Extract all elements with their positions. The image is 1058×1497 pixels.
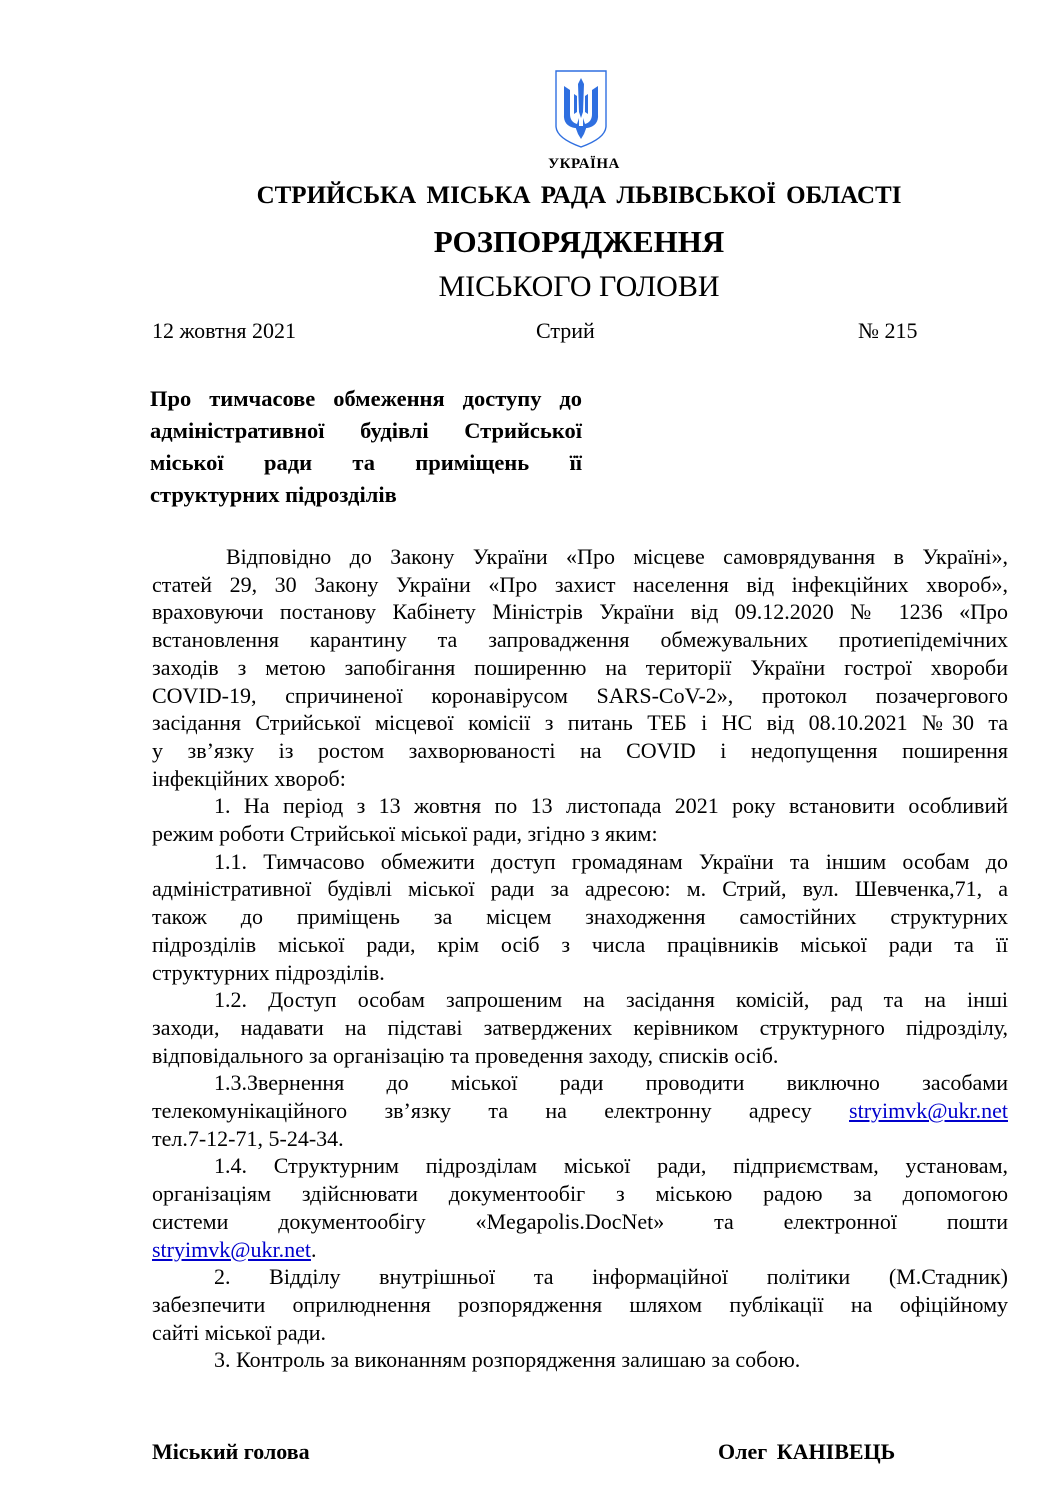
document-subtype: МІСЬКОГО ГОЛОВИ	[438, 270, 720, 303]
text-line: режим роботи Стрийської міської ради, згідно з яким:	[152, 821, 658, 847]
signatory-name: Олег КАНІВЕЦЬ	[718, 1439, 896, 1464]
text-line: відповідального за організацію та проведення заходу, списків осіб.	[152, 1042, 779, 1068]
document-date: 12 жовтня 2021	[152, 318, 296, 343]
text-line: забезпечити оприлюднення розпорядження шляхом публікації на офіційному	[152, 1291, 1008, 1317]
preamble-paragraph	[152, 543, 1008, 792]
text-line: засідання Стрийської місцевої комісії з питань ТЕБ і НС від 08.10.2021 №30 та	[152, 710, 1008, 736]
text-line: 2. Відділу внутрішньої та інформаційної політики (М.Стадник)	[214, 1264, 1008, 1290]
text-line: інфекційних хвороб:	[152, 765, 346, 791]
text-line	[152, 1236, 1008, 1264]
text-line: 3. Контроль за виконанням розпорядження залишаю за собою.	[214, 1347, 801, 1373]
phone-numbers: тел.7-12-71, 5-24-34.	[152, 1125, 344, 1151]
item-1-3-paragraph	[152, 1069, 1008, 1152]
text-line: 1.1. Тимчасово обмежити доступ громадянам України та іншим особам до	[214, 848, 1008, 874]
document-city: Стрий	[536, 318, 595, 343]
text-fragment: телекомунікаційного зв’язку та на електронну адресу	[152, 1098, 850, 1124]
text-line: Відповідно до Закону України «Про місцеве самоврядування в Україні»,	[226, 544, 1008, 569]
item-1-4-paragraph	[152, 1152, 1008, 1263]
text-line: 1.3.Звернення до міської ради проводити виключно засобами	[214, 1070, 1008, 1096]
text-line	[152, 1097, 1008, 1125]
council-name: СТРИЙСЬКА МІСЬКА РАДА ЛЬВІВСЬКОЇ ОБЛАСТІ	[256, 182, 902, 209]
text-line: також до приміщень за місцем знаходження самостійних структурних	[152, 904, 1008, 930]
subject-line: міської ради та приміщень її	[150, 450, 582, 475]
text-line: заходи, надавати на підставі затверджених керівником структурного підрозділу,	[152, 1014, 1008, 1040]
item-1-paragraph	[152, 792, 1008, 847]
email-link[interactable]: stryimvk@ukr.net	[849, 1098, 1008, 1124]
item-2-paragraph	[152, 1263, 1008, 1346]
text-line: системи документообігу «Megapolis.DocNet» та електронної пошти	[152, 1208, 1008, 1234]
text-fragment: .	[310, 1236, 317, 1262]
signatory-position: Міський голова	[152, 1439, 310, 1464]
text-line: COVID-19, спричиненої коронавірусом SARS-CoV-2», протокол позачергового	[152, 682, 1008, 708]
text-line: 1.2. Доступ особам запрошеним на засідання комісій, рад та на інші	[214, 987, 1008, 1013]
document-subject	[150, 383, 582, 511]
text-line: структурних підрозділів.	[152, 959, 385, 985]
document-body	[152, 543, 1008, 1374]
text-line: організаціям здійснювати документообіг з міською радою за допомогою	[152, 1181, 1008, 1207]
document-number: № 215	[858, 318, 918, 343]
text-line: 1.4. Структурним підрозділам міської ради, підприємствам, установам,	[214, 1153, 1008, 1179]
text-line: заходів з метою запобігання поширенню на території України гострої хвороби	[152, 654, 1008, 680]
email-link[interactable]: stryimvk@ukr.net	[152, 1236, 311, 1262]
item-1-2-paragraph	[152, 986, 1008, 1069]
item-1-1-paragraph	[152, 848, 1008, 987]
text-line: враховуючи постанову Кабінету Міністрів України від 09.12.2020 № 1236 «Про	[152, 599, 1008, 625]
text-line: у зв’язку із ростом захворюваності на COVID і недопущення поширення	[152, 737, 1008, 763]
text-line: встановлення карантину та запровадження обмежувальних протиепідемічних	[152, 627, 1008, 653]
text-line: 1. На період з 13 жовтня по 13 листопада 2021 року встановити особливий	[214, 793, 1008, 819]
text-line: статей 29, 30 Закону України «Про захист населення від інфекційних хвороб»,	[152, 571, 1008, 597]
item-3-paragraph	[152, 1346, 1008, 1374]
subject-line: Про тимчасове обмеження доступу до	[150, 386, 582, 411]
text-line: сайті міської ради.	[152, 1319, 327, 1345]
country-name: УКРАЇНА	[548, 156, 620, 172]
coat-of-arms-icon	[553, 68, 609, 150]
text-line: адміністративної будівлі міської ради за адресою: м. Стрий, вул. Шевченка,71, а	[152, 876, 1008, 902]
document-type: РОЗПОРЯДЖЕННЯ	[433, 224, 725, 259]
text-line: підрозділів міської ради, крім осіб з числа працівників міської ради та її	[152, 931, 1008, 957]
subject-line: адміністративної будівлі Стрийської	[150, 418, 582, 443]
subject-line: структурних підрозділів	[150, 482, 397, 507]
